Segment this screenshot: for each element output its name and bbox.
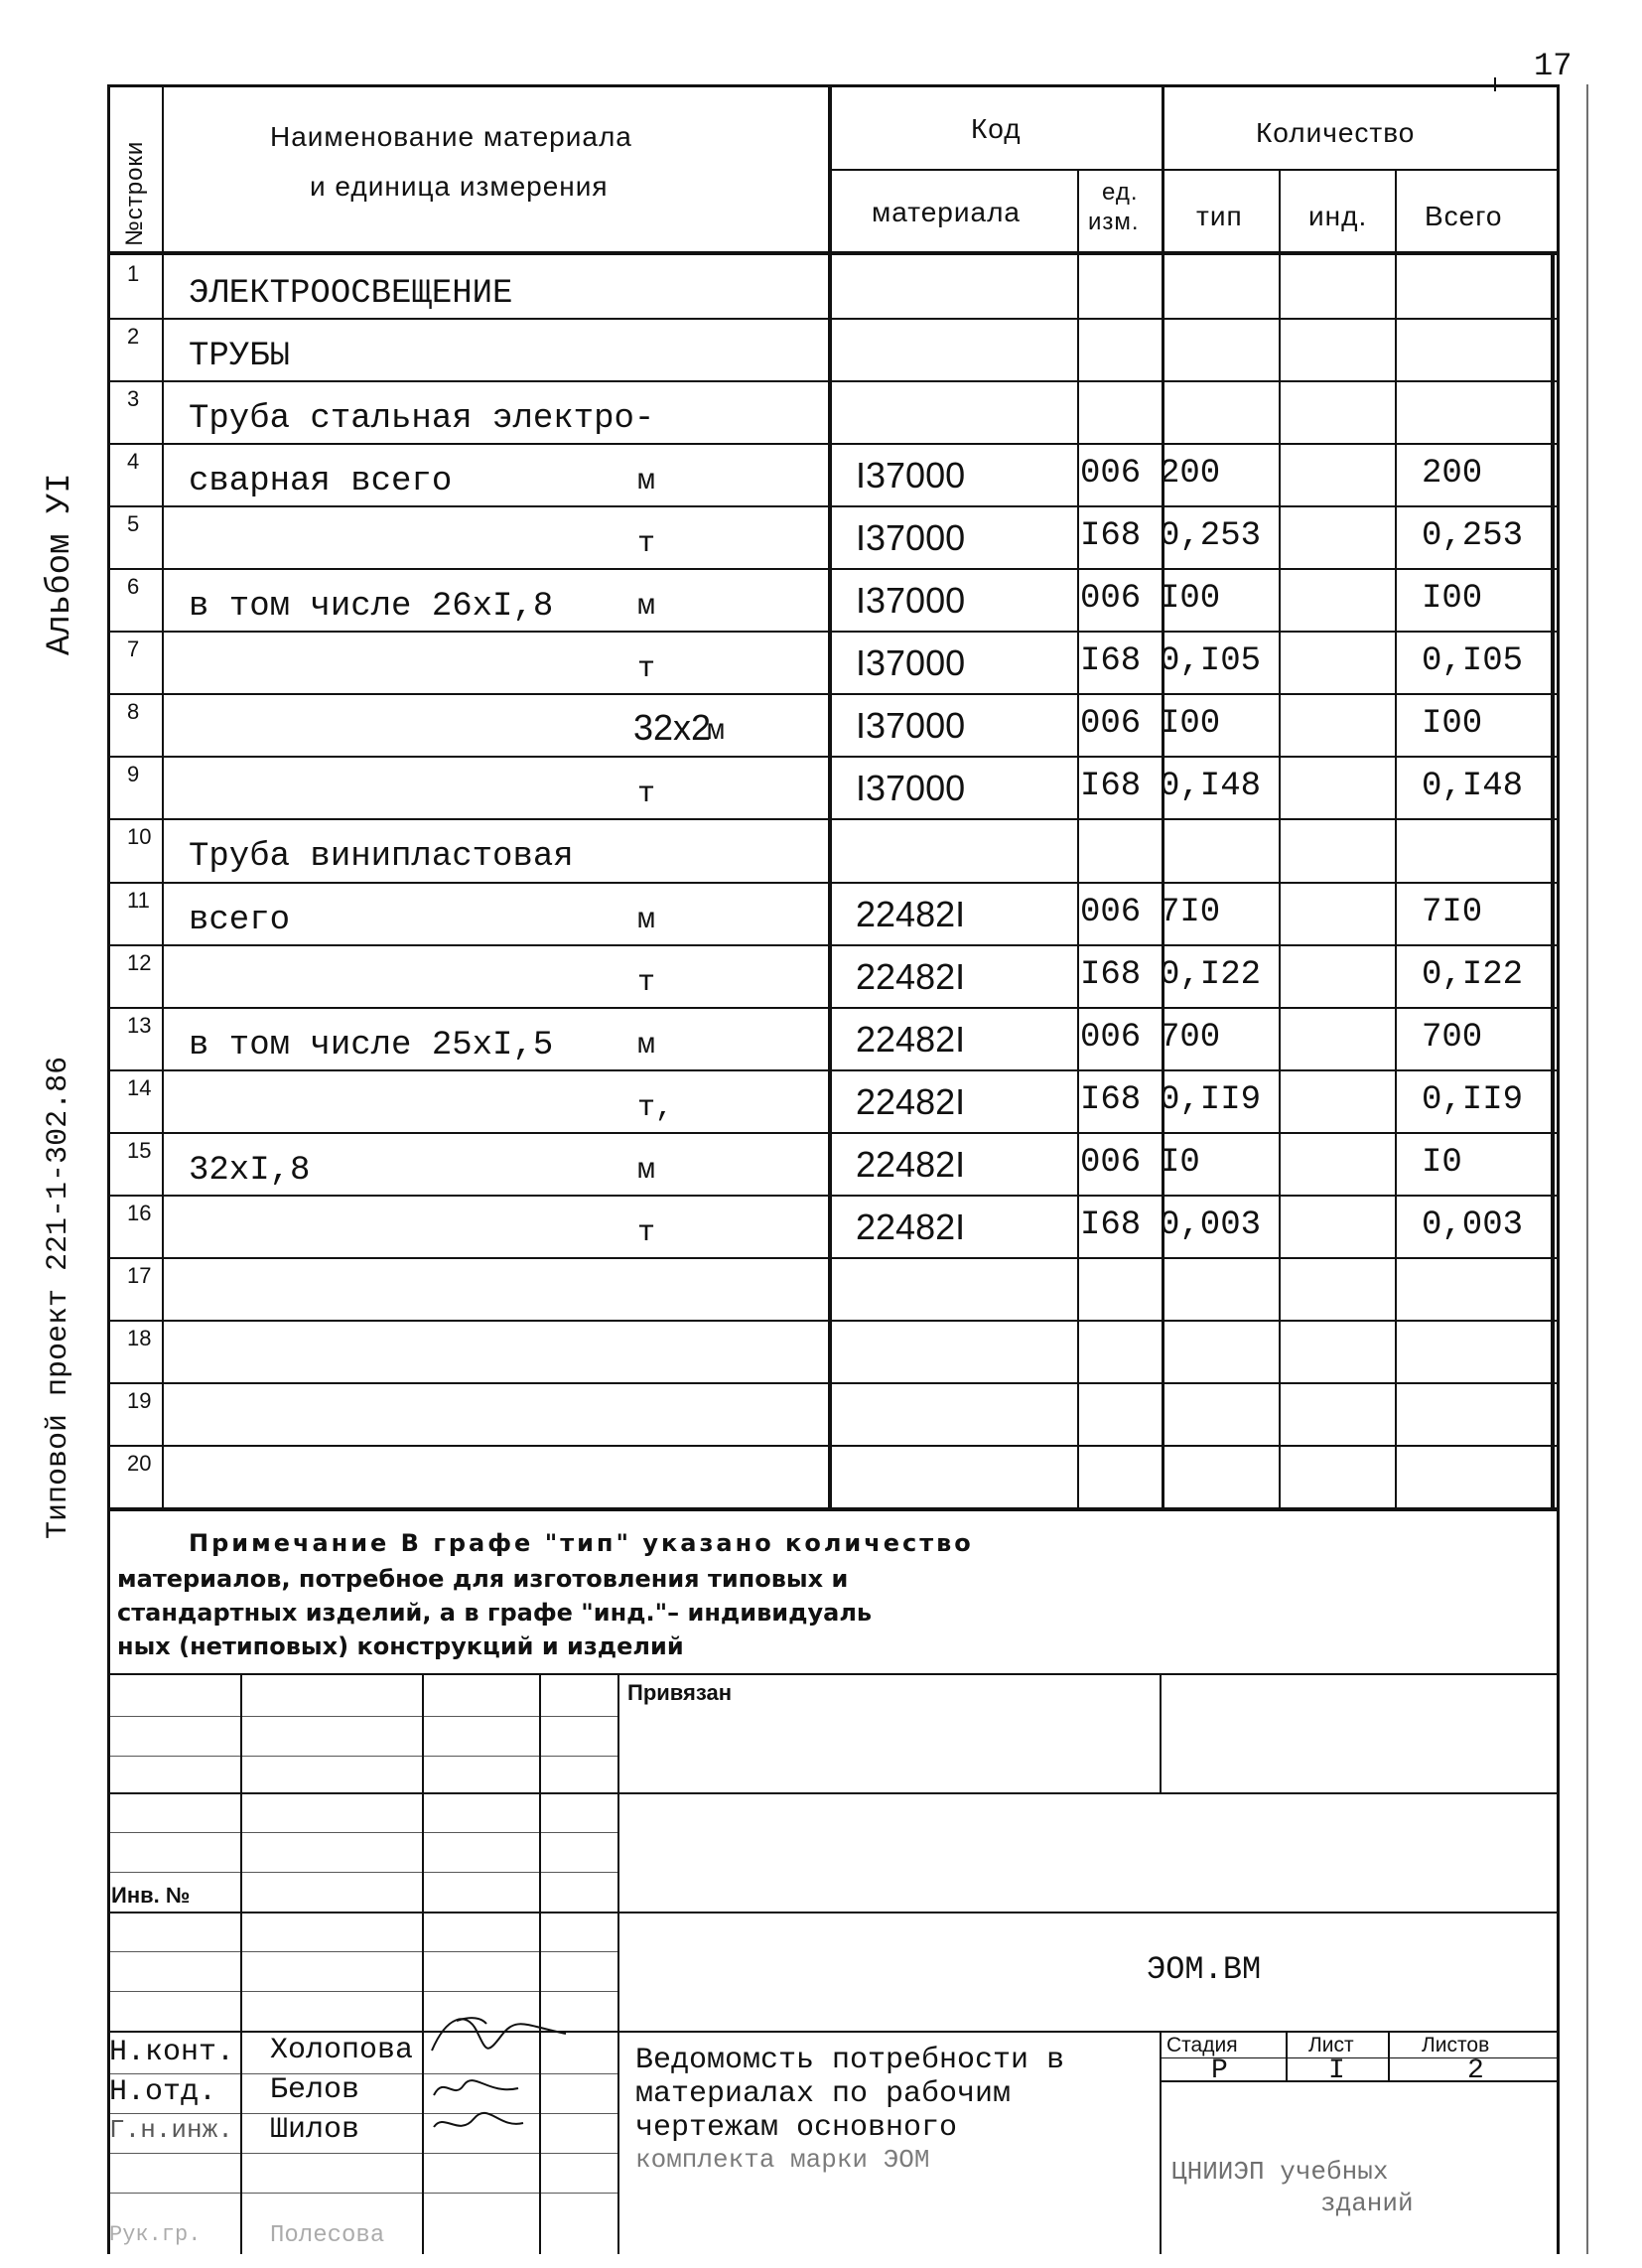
row-number: 19 xyxy=(127,1387,152,1413)
material-name: ТРУБЫ xyxy=(189,338,291,376)
unit-code: 006 xyxy=(1080,455,1142,494)
unit-of-measure: м xyxy=(637,903,656,937)
material-name: в том числе 25хI,5 xyxy=(189,1026,554,1064)
qty-total: 0,253 xyxy=(1422,517,1524,556)
stamp-h2 xyxy=(107,1756,618,1757)
role-n-otd: Н.отд. xyxy=(109,2075,217,2109)
stamp-h13 xyxy=(107,2193,618,2194)
signature-kholopova xyxy=(427,2006,576,2065)
material-code: 22482I xyxy=(856,893,966,934)
stamp-v1 xyxy=(240,1673,242,2254)
row-number: 11 xyxy=(127,887,150,913)
inv-number-label: Инв. № xyxy=(111,1883,191,1908)
side-album-label: Альбом УI xyxy=(42,473,79,655)
unit-code: I68 xyxy=(1080,517,1142,556)
qty-type: 0,253 xyxy=(1160,517,1262,556)
material-code: I37000 xyxy=(856,642,966,684)
header-total: Всего xyxy=(1425,201,1503,231)
row-separator xyxy=(107,1132,1557,1134)
qty-type: I00 xyxy=(1160,580,1221,619)
doc-title-line1: Ведомомсть потребности в xyxy=(635,2044,1065,2077)
row-number: 20 xyxy=(127,1450,152,1476)
row-separator xyxy=(107,1069,1557,1071)
row-separator xyxy=(107,1445,1557,1447)
unit-code: 006 xyxy=(1080,1143,1142,1182)
unit-of-measure: т xyxy=(637,527,656,562)
header-type: тип xyxy=(1196,201,1243,231)
unit-of-measure: т, xyxy=(637,1090,674,1125)
material-code: I37000 xyxy=(856,517,966,559)
sheet-label: Лист xyxy=(1308,2034,1354,2056)
sheet-value: I xyxy=(1328,2055,1345,2086)
row-number: 18 xyxy=(127,1325,152,1350)
unit-code: I68 xyxy=(1080,642,1142,681)
row-number: 14 xyxy=(127,1074,152,1100)
material-code: 22482I xyxy=(856,1080,966,1122)
row-number: 6 xyxy=(127,574,140,600)
row-number: 3 xyxy=(127,386,140,412)
row-number: 17 xyxy=(127,1262,152,1288)
col-rownum xyxy=(162,84,164,1509)
name-polesova: Полесова xyxy=(270,2222,385,2249)
header-sep-code xyxy=(829,169,1557,171)
material-code: 22482I xyxy=(856,1018,966,1060)
material-code: I37000 xyxy=(856,455,966,496)
material-code: I37000 xyxy=(856,768,966,809)
row-number: 15 xyxy=(127,1137,152,1163)
note-line2: материалов, потребное для изготовления типовых и xyxy=(117,1565,849,1593)
row-separator xyxy=(107,1257,1557,1259)
qty-total: I0 xyxy=(1422,1143,1462,1182)
header-code: Код xyxy=(971,113,1022,144)
unit-of-measure: т xyxy=(637,778,656,812)
row-separator xyxy=(107,882,1557,884)
row-separator xyxy=(107,1195,1557,1197)
row-separator xyxy=(107,443,1557,445)
stamp-h11 xyxy=(107,2113,618,2114)
unit-code: 006 xyxy=(1080,1018,1142,1057)
stamp-h4 xyxy=(107,1832,618,1833)
header-material: материала xyxy=(872,197,1021,227)
qty-total: 700 xyxy=(1422,1018,1483,1057)
stage-label: Стадия xyxy=(1166,2034,1238,2056)
material-name: Труба стальная электро- xyxy=(189,400,655,439)
signature-belov xyxy=(429,2070,528,2110)
stamp-h5 xyxy=(107,1872,618,1873)
name-kholopova: Холопова xyxy=(270,2034,414,2067)
stamp-h1 xyxy=(107,1716,618,1717)
row-separator xyxy=(107,1007,1557,1009)
material-subname: 32х2 xyxy=(633,707,712,749)
org-line2: зданий xyxy=(1320,2189,1414,2218)
material-code: 22482I xyxy=(856,1143,966,1185)
outer-right-dashed xyxy=(1586,84,1588,2254)
header-bottom xyxy=(107,251,1560,255)
row-number: 16 xyxy=(127,1200,152,1225)
row-number: 1 xyxy=(127,261,140,286)
header-row-no: №строки xyxy=(121,140,148,246)
stamp-h8 xyxy=(107,1991,618,1992)
side-project-label: Типовой проект 221-1-302.86 xyxy=(42,1056,75,1539)
header-name-line2: и единица измерения xyxy=(310,171,609,202)
row-number: 13 xyxy=(127,1012,152,1038)
col-typ xyxy=(1279,169,1281,1509)
frame-top xyxy=(107,84,1560,87)
unit-code: 006 xyxy=(1080,580,1142,619)
qty-total: 0,I22 xyxy=(1422,955,1524,994)
note-line1: Примечание В графе "тип" указано количество xyxy=(189,1529,974,1557)
note-line4: ных (нетиповых) конструкций и изделий xyxy=(117,1632,684,1660)
stamp-h6 xyxy=(107,1912,1560,1914)
unit-of-measure: м xyxy=(637,1153,656,1188)
header-unit-line2: изм. xyxy=(1088,209,1140,235)
stamp-v3 xyxy=(539,1673,541,2254)
row-separator xyxy=(107,505,1557,507)
row-number: 7 xyxy=(127,637,140,662)
qty-type: 0,I48 xyxy=(1160,768,1262,806)
row-separator xyxy=(107,693,1557,695)
material-name: 32хI,8 xyxy=(189,1151,311,1190)
material-code: 22482I xyxy=(856,955,966,997)
row-separator xyxy=(107,756,1557,758)
stamp-h7 xyxy=(107,1951,618,1952)
material-code: I37000 xyxy=(856,705,966,747)
sheets-value: 2 xyxy=(1467,2055,1484,2086)
stamp-right-title-sep xyxy=(1160,2031,1162,2254)
unit-code: I68 xyxy=(1080,768,1142,806)
qty-type: 0,II9 xyxy=(1160,1080,1262,1119)
row-separator xyxy=(107,318,1557,320)
qty-total: I00 xyxy=(1422,705,1483,744)
qty-type: 700 xyxy=(1160,1018,1221,1057)
row-number: 2 xyxy=(127,324,140,350)
material-name: всего xyxy=(189,901,291,939)
unit-code: I68 xyxy=(1080,1205,1142,1244)
row-separator xyxy=(107,568,1557,570)
frame-right xyxy=(1557,84,1560,2254)
row-number: 5 xyxy=(127,511,140,537)
unit-code: I68 xyxy=(1080,955,1142,994)
header-name-line1: Наименование материала xyxy=(270,121,632,152)
qty-total: 0,II9 xyxy=(1422,1080,1524,1119)
unit-of-measure: м xyxy=(637,1028,656,1063)
name-belov: Белов xyxy=(270,2073,360,2107)
qty-type: I00 xyxy=(1160,705,1221,744)
note-line3: стандартных изделий, а в графе "инд."– индивидуаль xyxy=(117,1599,873,1627)
row-separator xyxy=(107,631,1557,633)
material-name: ЭЛЕКТРООСВЕЩЕНИЕ xyxy=(189,275,513,313)
qty-total: 0,003 xyxy=(1422,1205,1524,1244)
col-code xyxy=(828,84,832,1509)
row-separator xyxy=(107,1320,1557,1322)
col-unitcode xyxy=(1077,169,1079,1509)
qty-type: 200 xyxy=(1160,455,1221,494)
qty-total: 200 xyxy=(1422,455,1483,494)
row-number: 9 xyxy=(127,762,140,787)
unit-of-measure: т xyxy=(637,1215,656,1250)
unit-code: 006 xyxy=(1080,705,1142,744)
page-number: 17 xyxy=(1534,48,1573,84)
qty-type: I0 xyxy=(1160,1143,1200,1182)
material-code: I37000 xyxy=(856,580,966,622)
row-separator xyxy=(107,380,1557,382)
qty-total: 0,I48 xyxy=(1422,768,1524,806)
row-separator xyxy=(107,1382,1557,1384)
signature-shilov xyxy=(429,2107,528,2147)
unit-of-measure: м xyxy=(707,715,726,750)
unit-of-measure: м xyxy=(637,465,656,499)
material-name: в том числе 26хI,8 xyxy=(189,588,554,627)
stamp-h3 xyxy=(107,1792,1560,1794)
unit-code: I68 xyxy=(1080,1080,1142,1119)
qty-type: 0,003 xyxy=(1160,1205,1262,1244)
qty-type: 7I0 xyxy=(1160,893,1221,931)
role-ruk-gr: Рук.гр. xyxy=(109,2222,202,2247)
stamp-v2 xyxy=(422,1673,424,2254)
row-separator xyxy=(107,944,1557,946)
stamp-h12 xyxy=(107,2153,618,2154)
material-name: сварная всего xyxy=(189,463,453,501)
row-number: 8 xyxy=(127,699,140,725)
role-g-inzh: Г.н.инж. xyxy=(109,2115,233,2145)
header-unit-line1: ед. xyxy=(1102,179,1139,206)
col-ind xyxy=(1395,169,1397,1509)
qty-total: I00 xyxy=(1422,580,1483,619)
role-n-kont: Н.конт. xyxy=(109,2036,235,2069)
qty-total: 0,I05 xyxy=(1422,642,1524,681)
row-number: 12 xyxy=(127,949,152,975)
note-bottom xyxy=(107,1673,1560,1675)
header-ind: инд. xyxy=(1308,201,1368,231)
qty-total: 7I0 xyxy=(1422,893,1483,931)
doc-title-line3: чертежам основного xyxy=(635,2111,958,2145)
unit-code: 006 xyxy=(1080,893,1142,931)
table-bottom xyxy=(107,1507,1560,1511)
qty-type: 0,I05 xyxy=(1160,642,1262,681)
row-number: 10 xyxy=(127,824,152,850)
material-name: Труба винипластовая xyxy=(189,838,574,877)
row-separator xyxy=(107,818,1557,820)
header-quantity: Количество xyxy=(1256,117,1416,148)
document-designation: ЭОМ.ВМ xyxy=(1147,1951,1262,1988)
stamp-v5 xyxy=(1160,1673,1162,1792)
name-shilov: Шилов xyxy=(270,2113,360,2147)
stamp-stage-v1 xyxy=(1286,2031,1288,2080)
org-line1: ЦНИИЭП учебных xyxy=(1171,2157,1389,2187)
stage-value: Р xyxy=(1211,2055,1228,2086)
qty-type: 0,I22 xyxy=(1160,955,1262,994)
unit-of-measure: т xyxy=(637,652,656,687)
stamp-h9 xyxy=(107,2031,1560,2033)
stamp-v4 xyxy=(617,1673,619,2254)
stamp-stage-v2 xyxy=(1388,2031,1390,2080)
doc-title-line4: комплекта марки ЭОМ xyxy=(635,2145,930,2175)
material-code: 22482I xyxy=(856,1205,966,1247)
stamp-h10 xyxy=(107,2073,618,2074)
unit-of-measure: м xyxy=(637,590,656,625)
doc-title-line2: материалах по рабочим xyxy=(635,2077,1012,2111)
row-number: 4 xyxy=(127,449,140,475)
sheets-label: Листов xyxy=(1422,2034,1490,2056)
privyazan-label: Привязан xyxy=(627,1680,733,1705)
frame-left xyxy=(107,84,110,2254)
unit-of-measure: т xyxy=(637,965,656,1000)
